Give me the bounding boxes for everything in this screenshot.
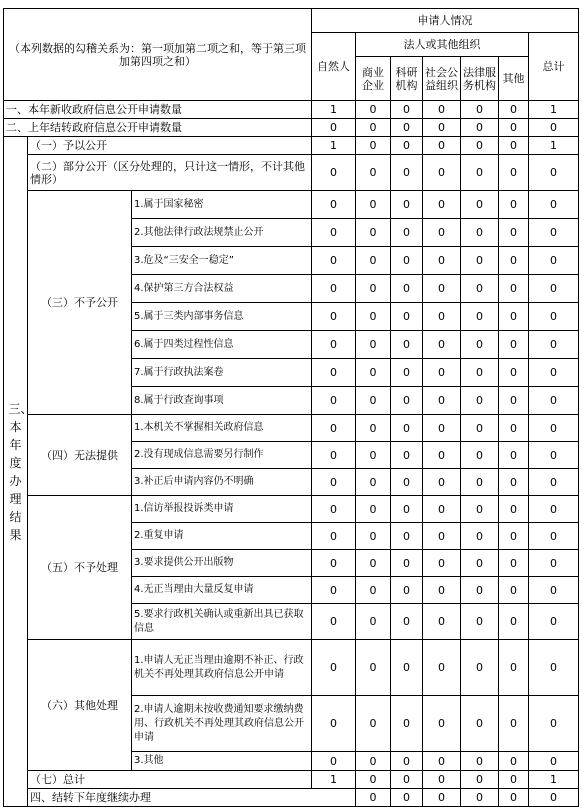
value-cell: 0: [391, 550, 423, 577]
value-cell: 0: [391, 101, 423, 119]
value-cell: 0: [391, 191, 423, 219]
value-cell: 0: [461, 387, 499, 415]
value-cell: 0: [356, 219, 391, 247]
value-cell: 0: [312, 387, 356, 415]
value-cell: 0: [391, 604, 423, 640]
value-cell: 0: [423, 155, 461, 191]
value-cell: 0: [423, 119, 461, 137]
value-cell: 0: [391, 640, 423, 696]
value-cell: 0: [499, 523, 529, 550]
value-cell: 0: [312, 331, 356, 359]
item-label: 1.本机关不掌握相关政府信息: [132, 415, 312, 442]
value-cell: 0: [461, 155, 499, 191]
value-cell: 0: [356, 496, 391, 523]
header-other: 其他: [499, 57, 529, 101]
value-cell: 0: [312, 442, 356, 469]
row-i5_1: [4, 496, 579, 523]
header-note: （本列数据的勾稽关系为：第一项加第二项之和，等于第三项加第四项之和）: [4, 9, 312, 101]
value-cell: 0: [499, 387, 529, 415]
value-cell: 0: [499, 119, 529, 137]
value-cell: 0: [529, 119, 579, 137]
value-cell: 0: [499, 789, 529, 807]
value-cell: 0: [461, 303, 499, 331]
value-cell: 0: [356, 604, 391, 640]
value-cell: 0: [499, 303, 529, 331]
item-label: 2.重复申请: [132, 523, 312, 550]
value-cell: 0: [461, 219, 499, 247]
value-cell: 0: [499, 496, 529, 523]
value-cell: 0: [529, 604, 579, 640]
value-cell: 0: [391, 219, 423, 247]
value-cell: 0: [312, 155, 356, 191]
value-cell: 0: [312, 303, 356, 331]
item-label: 5.属于三类内部事务信息: [132, 303, 312, 331]
value-cell: 0: [356, 155, 391, 191]
value-cell: 0: [461, 696, 499, 752]
value-cell: 0: [391, 137, 423, 155]
row-g2: [4, 155, 579, 191]
item-label: 4.无正当理由大量反复申请: [132, 577, 312, 604]
value-cell: 0: [423, 442, 461, 469]
value-cell: 0: [499, 469, 529, 496]
header-natural-person: 自然人: [312, 33, 356, 101]
group-label: （五）不予处理: [28, 496, 132, 640]
value-cell: 0: [499, 359, 529, 387]
value-cell: 0: [461, 496, 499, 523]
group-label: （三）不予公开: [28, 191, 132, 415]
value-cell: 0: [391, 752, 423, 771]
header-legal-service: 法律服务机构: [461, 57, 499, 101]
header-social: 社会公益组织: [423, 57, 461, 101]
value-cell: 0: [312, 119, 356, 137]
value-cell: 0: [356, 275, 391, 303]
value-cell: 1: [312, 771, 356, 789]
value-cell: 1: [529, 771, 579, 789]
value-cell: 0: [529, 789, 579, 807]
value-cell: 0: [499, 640, 529, 696]
value-cell: 0: [391, 303, 423, 331]
value-cell: 0: [423, 275, 461, 303]
value-cell: 0: [356, 789, 391, 807]
group-label: （二）部分公开（区分处理的，只计这一情形，不计其他情形）: [28, 155, 312, 191]
value-cell: 0: [356, 752, 391, 771]
value-cell: 0: [461, 577, 499, 604]
value-cell: 0: [356, 119, 391, 137]
item-label: 1.申请人无正当理由逾期不补正、行政机关不再处理其政府信息公开申请: [132, 640, 312, 696]
value-cell: 0: [529, 442, 579, 469]
value-cell: 0: [529, 191, 579, 219]
value-cell: 0: [391, 247, 423, 275]
value-cell: 0: [356, 577, 391, 604]
value-cell: 0: [461, 523, 499, 550]
value-cell: 0: [391, 442, 423, 469]
value-cell: 0: [499, 442, 529, 469]
group-label: （六）其他处理: [28, 640, 132, 771]
value-cell: 1: [312, 137, 356, 155]
value-cell: 1: [529, 101, 579, 119]
item-label: 2.没有现成信息需要另行制作: [132, 442, 312, 469]
value-cell: 0: [391, 155, 423, 191]
item-label: 2.申请人逾期未按收费通知要求缴纳费用、行政机关不再处理其政府信息公开申请: [132, 696, 312, 752]
value-cell: 0: [391, 496, 423, 523]
value-cell: 0: [423, 219, 461, 247]
item-label: 5.要求行政机关确认或重新出具已获取信息: [132, 604, 312, 640]
value-cell: 0: [499, 247, 529, 275]
value-cell: 0: [499, 191, 529, 219]
value-cell: 0: [423, 640, 461, 696]
value-cell: 0: [499, 752, 529, 771]
value-cell: 0: [356, 101, 391, 119]
value-cell: 0: [391, 387, 423, 415]
value-cell: 0: [312, 469, 356, 496]
value-cell: 0: [423, 550, 461, 577]
section-label: 四、结转下年度继续办理: [28, 789, 356, 807]
item-label: 8.属于行政查询事项: [132, 387, 312, 415]
value-cell: 0: [312, 640, 356, 696]
value-cell: 0: [461, 101, 499, 119]
value-cell: 0: [312, 523, 356, 550]
value-cell: 0: [529, 387, 579, 415]
value-cell: 0: [423, 191, 461, 219]
value-cell: 0: [423, 523, 461, 550]
header-total: 总计: [529, 33, 579, 101]
value-cell: 0: [423, 752, 461, 771]
value-cell: 0: [356, 771, 391, 789]
value-cell: 1: [529, 137, 579, 155]
value-cell: 0: [461, 442, 499, 469]
value-cell: 0: [529, 496, 579, 523]
value-cell: 0: [423, 696, 461, 752]
value-cell: 0: [499, 331, 529, 359]
value-cell: 0: [356, 137, 391, 155]
value-cell: 0: [461, 469, 499, 496]
value-cell: 0: [461, 550, 499, 577]
value-cell: 0: [461, 415, 499, 442]
value-cell: 0: [356, 387, 391, 415]
value-cell: 0: [529, 640, 579, 696]
value-cell: 0: [391, 577, 423, 604]
value-cell: 0: [529, 359, 579, 387]
value-cell: 0: [461, 275, 499, 303]
value-cell: 0: [312, 191, 356, 219]
value-cell: 0: [423, 247, 461, 275]
value-cell: 0: [499, 604, 529, 640]
value-cell: 0: [461, 604, 499, 640]
disclosure-statistics-table: [3, 8, 579, 807]
item-label: 3.其他: [132, 752, 312, 771]
value-cell: 0: [461, 789, 499, 807]
value-cell: 0: [529, 247, 579, 275]
group-label: （四）无法提供: [28, 415, 132, 496]
value-cell: 0: [356, 696, 391, 752]
value-cell: 0: [391, 275, 423, 303]
value-cell: 0: [423, 577, 461, 604]
value-cell: 0: [499, 415, 529, 442]
value-cell: 0: [356, 359, 391, 387]
value-cell: 0: [356, 191, 391, 219]
header-research: 科研机构: [391, 57, 423, 101]
value-cell: 0: [391, 696, 423, 752]
value-cell: 0: [423, 415, 461, 442]
value-cell: 0: [423, 771, 461, 789]
value-cell: 0: [461, 752, 499, 771]
row-i6_1: [4, 640, 579, 696]
value-cell: 0: [499, 137, 529, 155]
header-applicant-situation: 申请人情况: [312, 9, 579, 33]
value-cell: 0: [356, 442, 391, 469]
item-label: 7.属于行政执法案卷: [132, 359, 312, 387]
value-cell: 0: [499, 696, 529, 752]
value-cell: 0: [461, 359, 499, 387]
value-cell: 0: [312, 696, 356, 752]
row-i3_1: [4, 191, 579, 219]
value-cell: 0: [461, 640, 499, 696]
row-g1: [4, 137, 579, 155]
value-cell: 0: [391, 469, 423, 496]
value-cell: 0: [529, 523, 579, 550]
header-commercial: 商业企业: [356, 57, 391, 101]
value-cell: 0: [312, 577, 356, 604]
value-cell: 0: [423, 496, 461, 523]
value-cell: 0: [391, 331, 423, 359]
section-label: 二、上年结转政府信息公开申请数量: [4, 119, 312, 137]
header-legal-group: 法人或其他组织: [356, 33, 529, 57]
value-cell: 0: [356, 303, 391, 331]
value-cell: 0: [461, 331, 499, 359]
value-cell: 0: [312, 219, 356, 247]
section-label-vertical: [4, 137, 33, 807]
value-cell: 0: [423, 387, 461, 415]
group-label: （七）总计: [28, 771, 312, 789]
value-cell: 0: [461, 119, 499, 137]
value-cell: 0: [356, 469, 391, 496]
row-s1: [4, 101, 579, 119]
value-cell: 0: [391, 415, 423, 442]
value-cell: 0: [529, 331, 579, 359]
item-label: 6.属于四类过程性信息: [132, 331, 312, 359]
value-cell: 0: [499, 550, 529, 577]
value-cell: 0: [499, 771, 529, 789]
value-cell: 0: [312, 604, 356, 640]
value-cell: 0: [423, 101, 461, 119]
value-cell: 0: [529, 275, 579, 303]
group-label: （一）予以公开: [28, 137, 312, 155]
value-cell: 0: [356, 640, 391, 696]
value-cell: 0: [529, 415, 579, 442]
value-cell: 0: [529, 577, 579, 604]
item-label: 3.危及“三安全一稳定”: [132, 247, 312, 275]
value-cell: 0: [423, 331, 461, 359]
row-s4: [4, 789, 579, 807]
value-cell: 0: [356, 415, 391, 442]
section-3-text: 三、本年度办理结果: [8, 401, 33, 542]
value-cell: 0: [529, 219, 579, 247]
value-cell: 0: [529, 155, 579, 191]
item-label: 1.信访举报投诉类申请: [132, 496, 312, 523]
value-cell: 0: [356, 550, 391, 577]
value-cell: 0: [356, 331, 391, 359]
value-cell: 0: [423, 303, 461, 331]
value-cell: 0: [312, 247, 356, 275]
value-cell: 0: [312, 496, 356, 523]
value-cell: 0: [461, 247, 499, 275]
value-cell: 0: [529, 469, 579, 496]
value-cell: 0: [312, 359, 356, 387]
value-cell: 0: [499, 577, 529, 604]
value-cell: 0: [461, 137, 499, 155]
value-cell: 0: [499, 155, 529, 191]
value-cell: 0: [423, 604, 461, 640]
item-label: 1.属于国家秘密: [132, 191, 312, 219]
value-cell: 0: [423, 469, 461, 496]
row-i4_1: [4, 415, 579, 442]
value-cell: 0: [529, 550, 579, 577]
value-cell: 0: [391, 789, 423, 807]
value-cell: 0: [461, 771, 499, 789]
value-cell: 0: [423, 137, 461, 155]
row-s2: [4, 119, 579, 137]
value-cell: 0: [391, 359, 423, 387]
value-cell: 0: [529, 752, 579, 771]
value-cell: 0: [391, 771, 423, 789]
value-cell: 0: [499, 275, 529, 303]
value-cell: 0: [312, 752, 356, 771]
value-cell: 0: [529, 303, 579, 331]
value-cell: 1: [312, 101, 356, 119]
value-cell: 0: [312, 550, 356, 577]
value-cell: 0: [423, 359, 461, 387]
value-cell: 0: [356, 247, 391, 275]
item-label: 4.保护第三方合法权益: [132, 275, 312, 303]
item-label: 3.要求提供公开出版物: [132, 550, 312, 577]
value-cell: 0: [391, 523, 423, 550]
value-cell: 0: [312, 415, 356, 442]
value-cell: 0: [529, 696, 579, 752]
value-cell: 0: [423, 789, 461, 807]
value-cell: 0: [499, 101, 529, 119]
section-label: 一、本年新收政府信息公开申请数量: [4, 101, 312, 119]
header-row-1: [4, 9, 579, 33]
item-label: 3.补正后申请内容仍不明确: [132, 469, 312, 496]
item-label: 2.其他法律行政法规禁止公开: [132, 219, 312, 247]
value-cell: 0: [499, 219, 529, 247]
row-g7: [4, 771, 579, 789]
value-cell: 0: [461, 191, 499, 219]
value-cell: 0: [391, 119, 423, 137]
value-cell: 0: [312, 275, 356, 303]
value-cell: 0: [356, 523, 391, 550]
